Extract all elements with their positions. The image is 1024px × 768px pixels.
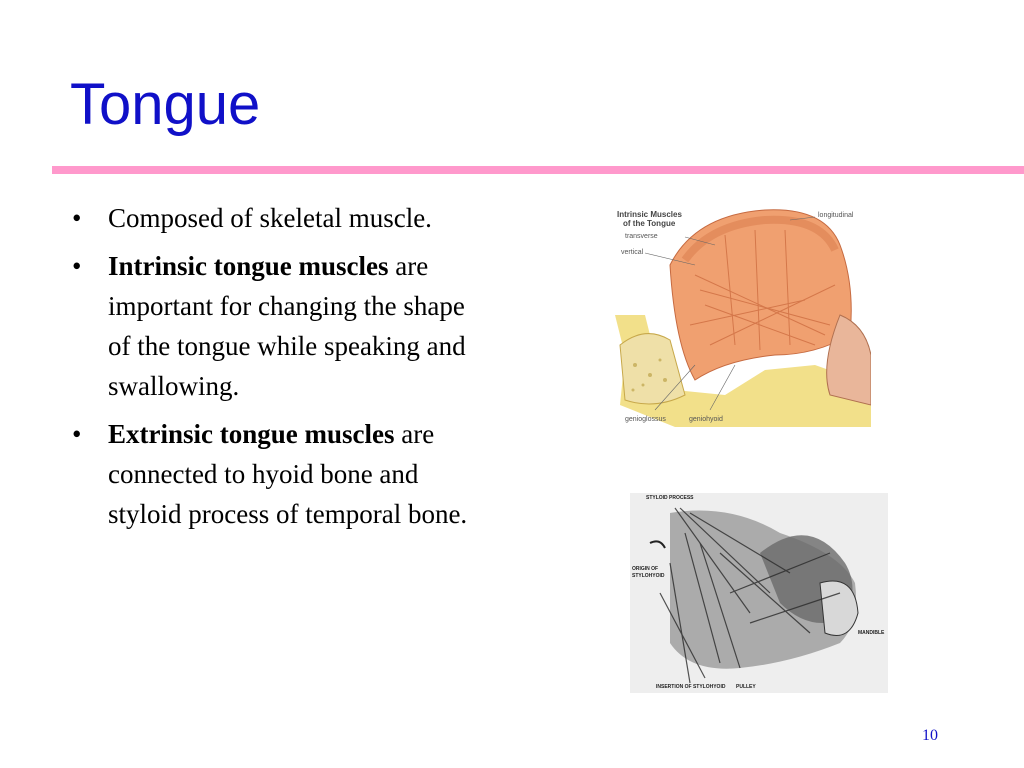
- bullet-item: [72, 414, 492, 534]
- bullet-text: Composed of skeletal muscle.: [108, 203, 432, 233]
- slide-title: Tongue: [70, 72, 261, 137]
- intrinsic-muscles-figure: [615, 205, 871, 429]
- bullet-bold-text: Extrinsic tongue muscles: [108, 419, 395, 449]
- bullet-dot: •: [72, 203, 82, 233]
- label-longitudinal: longitudinal: [818, 212, 854, 219]
- figure1-heading-line2: of the Tongue: [623, 219, 676, 228]
- extrinsic-muscles-figure: [630, 493, 888, 693]
- bullet-text: are connected to hyoid bone and styloid process of temporal bone.: [108, 419, 468, 529]
- label-geniohyoid: geniohyoid: [689, 416, 723, 423]
- bullet-dot: •: [72, 251, 82, 281]
- bullet-list: [72, 198, 492, 542]
- bullet-item: [72, 246, 492, 406]
- label-vertical: vertical: [621, 249, 644, 256]
- page-number: 10: [922, 727, 938, 744]
- figure1-heading-line1: Intrinsic Muscles: [617, 210, 682, 219]
- label-mandible: MANDIBLE: [858, 630, 885, 636]
- label-insertion: INSERTION OF STYLOHYOID: [656, 684, 726, 690]
- label-transverse: transverse: [625, 233, 658, 240]
- label-stylohyoid: STYLOHYOID: [632, 573, 665, 579]
- label-genioglossus: genioglossus: [625, 416, 666, 423]
- label-styloid-process: STYLOID PROCESS: [646, 495, 694, 501]
- title-divider: [52, 166, 1024, 174]
- label-origin-of: ORIGIN OF: [632, 566, 659, 572]
- bullet-text: are important for changing the shape of the tongue while speaking and swallowing.: [108, 251, 466, 401]
- label-pulley: PULLEY: [736, 684, 756, 690]
- bullet-dot: •: [72, 419, 82, 449]
- bullet-bold-text: Intrinsic tongue muscles: [108, 251, 389, 281]
- extrinsic-muscles-drawing: [630, 493, 888, 693]
- bullet-item: [72, 198, 492, 238]
